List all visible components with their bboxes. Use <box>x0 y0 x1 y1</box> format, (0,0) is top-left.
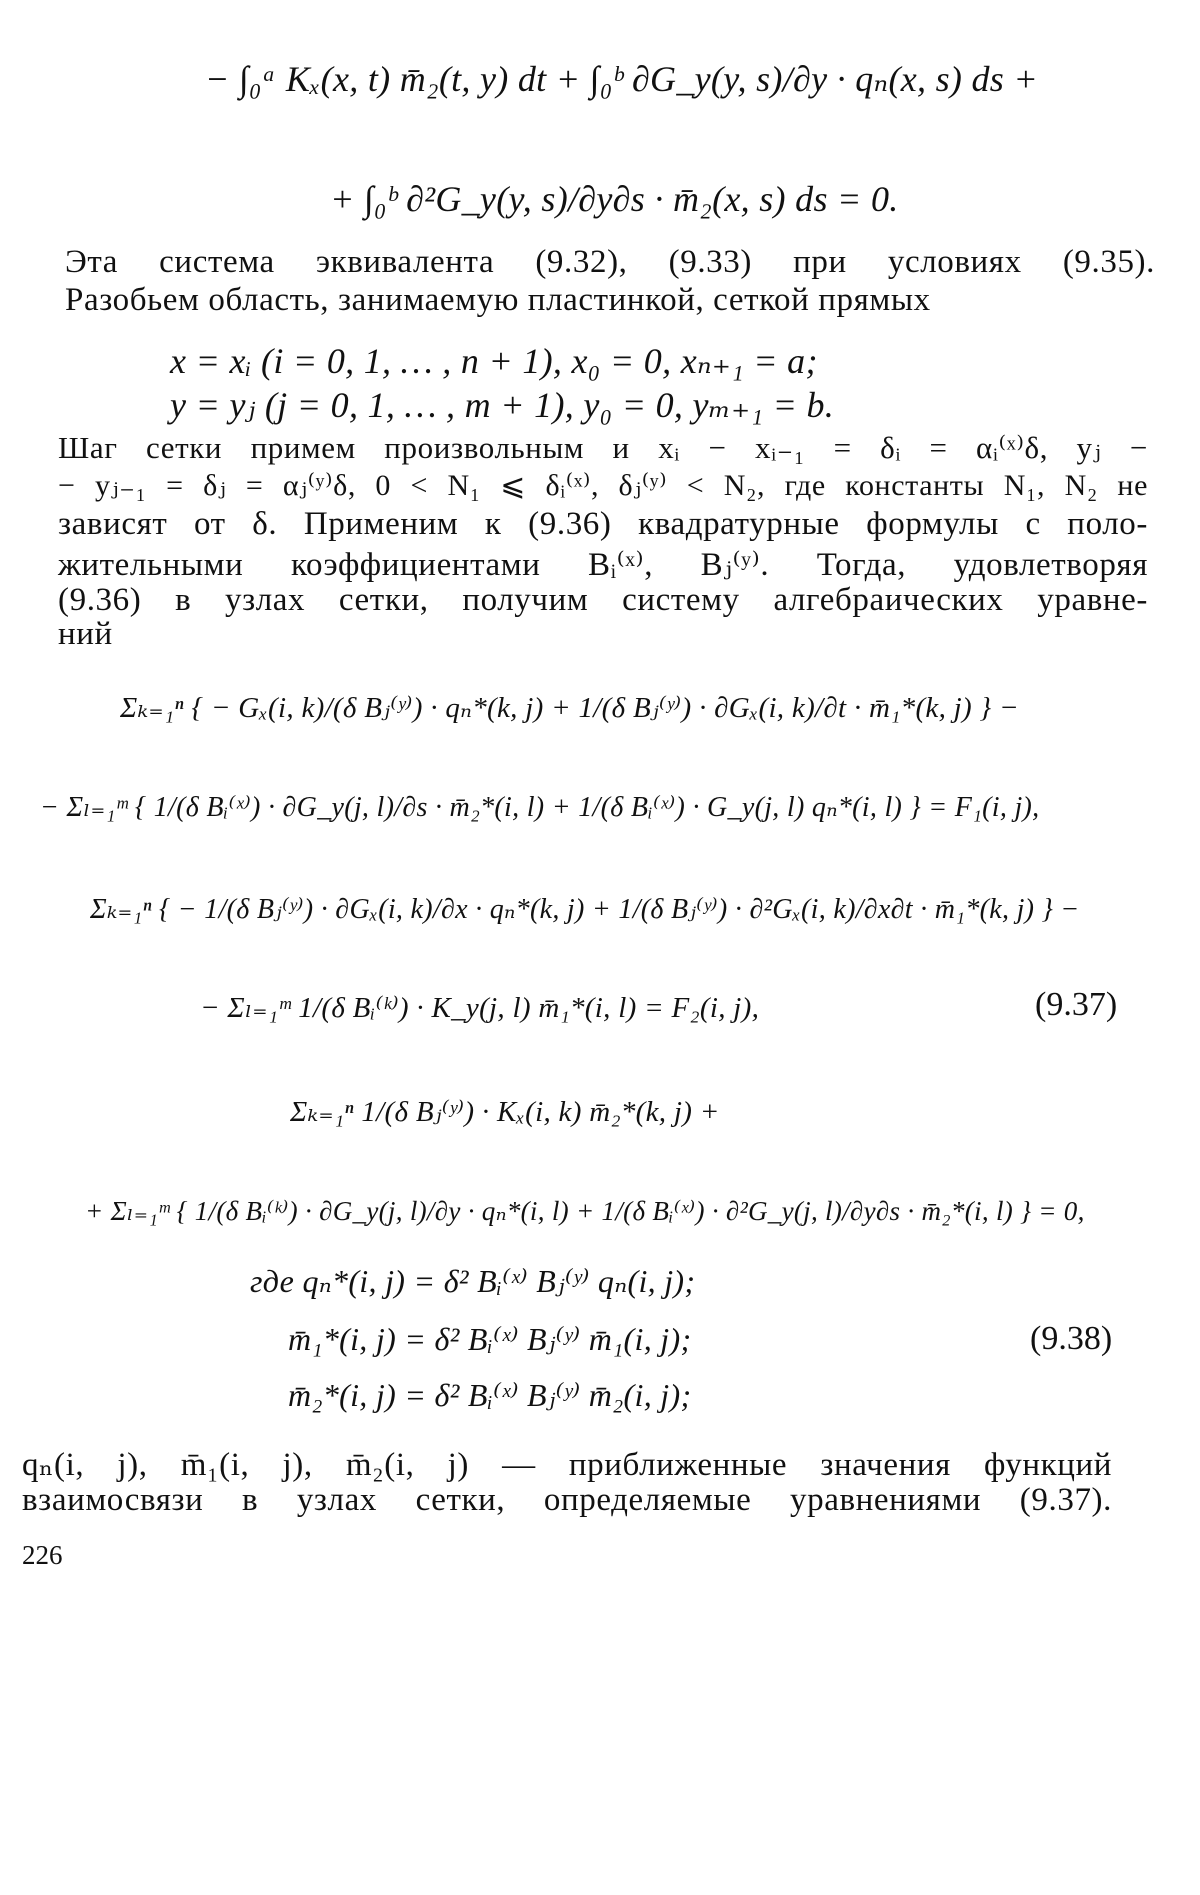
paragraph-3-line-2: взаимосвязи в узлах сетки, определяемые уравнениями (9.37). <box>22 1482 1112 1518</box>
page-number: 226 <box>22 1540 63 1570</box>
system-937-eq3-line2: + Σₗ₌₁ᵐ { 1/(δ Bᵢ⁽ᵏ⁾) · ∂G_y(j, l)/∂y · qₙ*(i, l) + 1/(δ Bᵢ⁽ˣ⁾) · ∂²G_y(j, l)/∂y∂s · m̄₂*(i, l) } = 0, <box>85 1196 1085 1226</box>
paragraph-2-line-4: жительными коэффициентами Bᵢ⁽ˣ⁾, Bⱼ⁽ʸ⁾. Тогда, удовлетворяя <box>58 547 1148 583</box>
paragraph-3-line-1: qₙ(i, j), m̄₁(i, j), m̄₂(i, j) — приближенные значения функций <box>22 1447 1112 1483</box>
system-937-eq1-line2: − Σₗ₌₁ᵐ { 1/(δ Bᵢ⁽ˣ⁾) · ∂G_y(j, l)/∂s · m̄₂*(i, l) + 1/(δ Bᵢ⁽ˣ⁾) · G_y(j, l) qₙ*(i, l) } = F₁(i, j), <box>40 792 1040 823</box>
system-937-eq2-line1: Σₖ₌₁ⁿ { − 1/(δ Bⱼ⁽ʸ⁾) · ∂Gₓ(i, k)/∂x · qₙ*(k, j) + 1/(δ Bⱼ⁽ʸ⁾) · ∂²Gₓ(i, k)/∂x∂t · m̄₁*(k, j) } − <box>90 894 1080 925</box>
equation-number-937: (9.37) <box>1035 986 1118 1023</box>
paragraph-2-line-1: Шаг сетки примем произвольным и xᵢ − xᵢ₋₁ = δᵢ = αᵢ⁽ˣ⁾δ, yⱼ − <box>58 430 1148 465</box>
equation-number-938: (9.38) <box>1030 1320 1113 1357</box>
formula-top-line-1: − ∫₀ᵃ Kₓ(x, t) m̄₂(t, y) dt + ∫₀ᵇ ∂G_y(y, s)/∂y · qₙ(x, s) ds + <box>205 59 1039 99</box>
definition-938-line1: где qₙ*(i, j) = δ² Bᵢ⁽ˣ⁾ Bⱼ⁽ʸ⁾ qₙ(i, j); <box>250 1263 696 1299</box>
paragraph-2-line-2: − yⱼ₋₁ = δⱼ = αⱼ⁽ʸ⁾δ, 0 < N₁ ⩽ δᵢ⁽ˣ⁾, δⱼ⁽ʸ⁾ < N₂, где константы N₁, N₂ не <box>58 469 1148 502</box>
grid-equation-x: x = xᵢ (i = 0, 1, … , n + 1), x₀ = 0, xₙ₊₁ = a; <box>170 341 818 381</box>
paragraph-2-line-6: ний <box>58 616 113 652</box>
system-937-eq1-line1: Σₖ₌₁ⁿ { − Gₓ(i, k)/(δ Bⱼ⁽ʸ⁾) · qₙ*(k, j) + 1/(δ Bⱼ⁽ʸ⁾) · ∂Gₓ(i, k)/∂t · m̄₁*(k, j) } − <box>120 692 1019 724</box>
grid-equation-y: y = yⱼ (j = 0, 1, … , m + 1), y₀ = 0, yₘ₊₁ = b. <box>170 385 835 425</box>
paragraph-2-line-5: (9.36) в узлах сетки, получим систему алгебраических уравне- <box>58 582 1148 618</box>
paragraph-1-line-1: Эта система эквивалента (9.32), (9.33) при условиях (9.35). <box>65 244 1155 280</box>
formula-top-line-2: + ∫₀ᵇ ∂²G_y(y, s)/∂y∂s · m̄₂(x, s) ds = 0. <box>330 179 899 219</box>
system-937-eq3-line1: Σₖ₌₁ⁿ 1/(δ Bⱼ⁽ʸ⁾) · Kₓ(i, k) m̄₂*(k, j) + <box>290 1096 720 1128</box>
paragraph-2-line-3: зависят от δ. Применим к (9.36) квадратурные формулы с поло- <box>58 506 1148 542</box>
system-937-eq2-line2: − Σₗ₌₁ᵐ 1/(δ Bᵢ⁽ᵏ⁾) · K_y(j, l) m̄₁*(i, l) = F₂(i, j), <box>200 992 760 1024</box>
definition-938-line3: m̄₂*(i, j) = δ² Bᵢ⁽ˣ⁾ Bⱼ⁽ʸ⁾ m̄₂(i, j); <box>288 1377 692 1413</box>
definition-938-line2: m̄₁*(i, j) = δ² Bᵢ⁽ˣ⁾ Bⱼ⁽ʸ⁾ m̄₁(i, j); <box>288 1321 692 1357</box>
paragraph-1-line-2: Разобьем область, занимаемую пластинкой, сеткой прямых <box>65 282 931 318</box>
